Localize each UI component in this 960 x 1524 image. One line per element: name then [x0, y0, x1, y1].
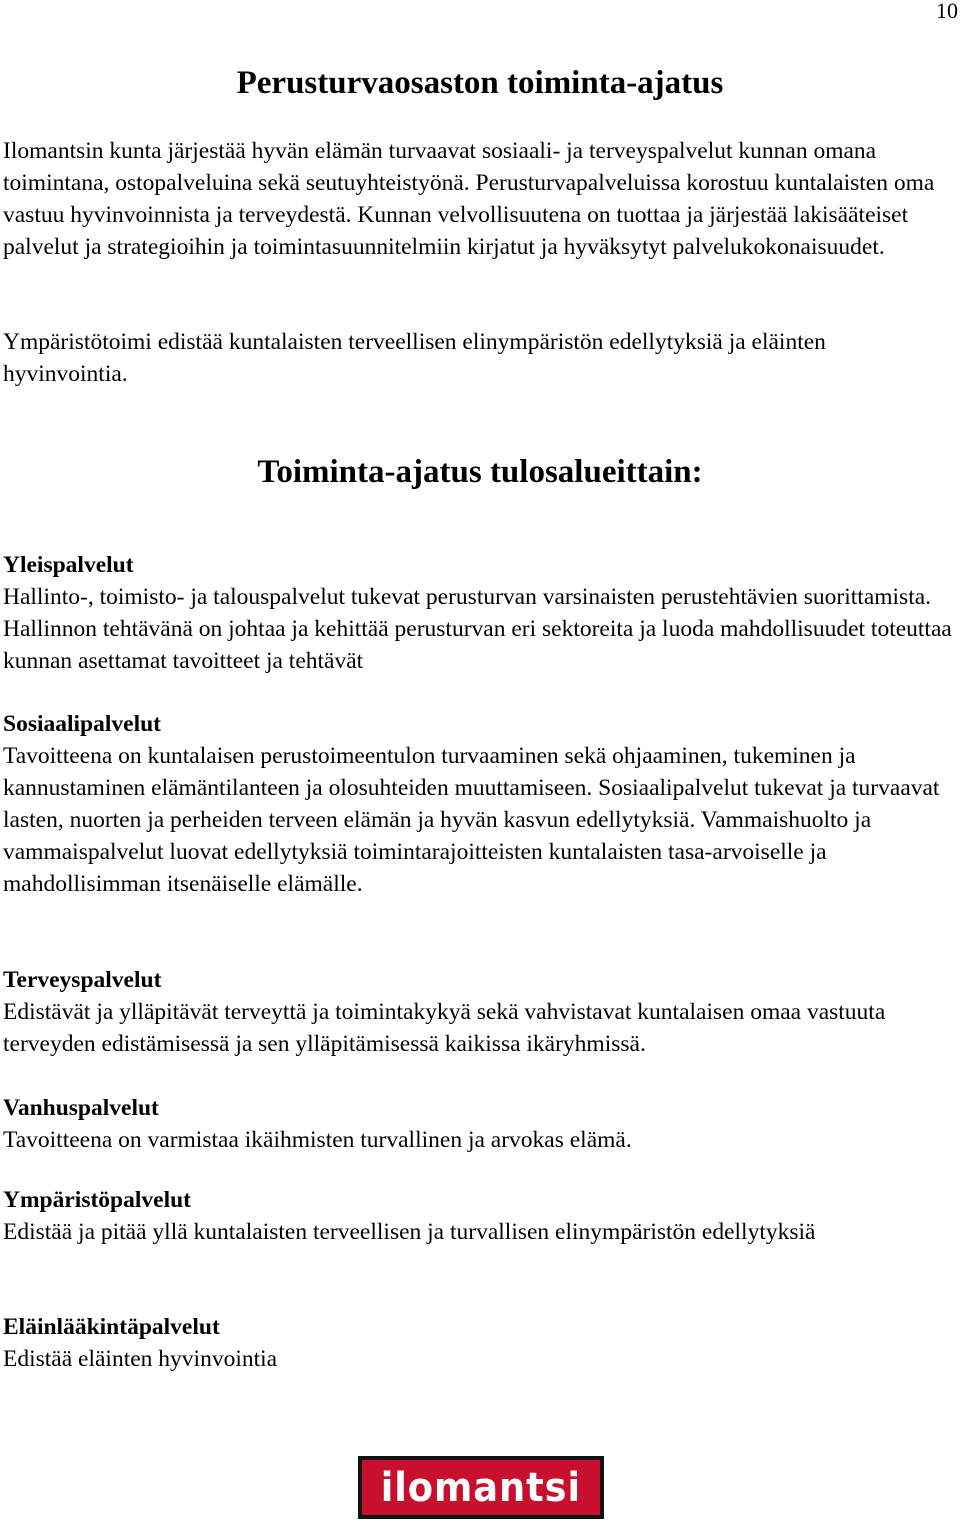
section-heading: Eläinlääkintäpalvelut — [3, 1314, 220, 1340]
section-sosiaalipalvelut — [3, 708, 955, 900]
section-text: Hallinto-, toimisto- ja talouspalvelut tukevat perusturvan varsinaisten perustehtävien suorittamista. Hallinnon tehtävänä on johtaa ja kehittää perusturvan eri sektoreita ja luoda mahdollisuudet toteuttaa kunnan asettamat tavoitteet ja tehtävät — [3, 584, 952, 674]
section-terveyspalvelut — [3, 964, 955, 1060]
section-heading: Ympäristöpalvelut — [3, 1187, 191, 1213]
intro-paragraph-2: Ympäristötoimi edistää kuntalaisten terveellisen elinympäristön edellytyksiä ja eläinten hyvinvointia. — [3, 329, 826, 387]
logo-text: ilomantsi — [380, 1464, 582, 1511]
section-heading: Sosiaalipalvelut — [3, 711, 162, 737]
section-text: Edistävät ja ylläpitävät terveyttä ja toimintakykyä sekä vahvistavat kuntalaisen omaa vastuuta terveyden edistämisessä ja sen ylläpitämisessä kaikissa ikäryhmissä. — [3, 999, 886, 1057]
section-elainlaakintapalvelut — [3, 1311, 955, 1375]
section-heading: Vanhuspalvelut — [3, 1095, 159, 1121]
section-heading: Terveyspalvelut — [3, 967, 162, 993]
ilomantsi-logo — [358, 1456, 604, 1519]
intro-paragraph-1: Ilomantsin kunta järjestää hyvän elämän turvaavat sosiaali- ja terveyspalvelut kunnan omana toimintana, ostopalveluina sekä seutuyhteistyönä. Perusturvapalveluissa korostuu kuntalaisten oma vastuu hyvinvoinnista ja terveydestä. Kunnan velvollisuutena on tuottaa ja järjestää lakisääteiset palvelut ja strategioihin ja toimintasuunnitelmiin kirjatut ja hyväksytyt palvelukokonaisuudet. — [3, 138, 935, 260]
page-number: 10 — [936, 0, 958, 23]
page-title: Perusturvaosaston toiminta-ajatus — [236, 65, 724, 101]
section-vanhuspalvelut — [3, 1092, 955, 1156]
section-text: Tavoitteena on varmistaa ikäihmisten turvallinen ja arvokas elämä. — [3, 1127, 632, 1153]
section-text: Tavoitteena on kuntalaisen perustoimeentulon turvaaminen sekä ohjaaminen, tukeminen ja kannustaminen elämäntilanteen ja olosuhteiden muuttamiseen. Sosiaalipalvelut tukevat ja turvaavat lasten, nuorten ja perheiden terveen elämän ja hyvän kasvun edellytyksiä. Vammaishuolto ja vammaispalvelut luovat edellytyksiä toimintarajoitteisten kuntalaisten tasa-arvoiselle ja mahdollisimman itsenäiselle elämälle. — [3, 743, 940, 897]
section-ymparistopalvelut — [3, 1184, 955, 1248]
section-heading: Yleispalvelut — [3, 552, 134, 578]
section-text: Edistää eläinten hyvinvointia — [3, 1346, 278, 1372]
section-text: Edistää ja pitää yllä kuntalaisten terveellisen ja turvallisen elinympäristön edellytyksiä — [3, 1219, 816, 1245]
section-yleispalvelut — [3, 549, 955, 677]
section-subtitle: Toiminta-ajatus tulosalueittain: — [257, 454, 703, 490]
